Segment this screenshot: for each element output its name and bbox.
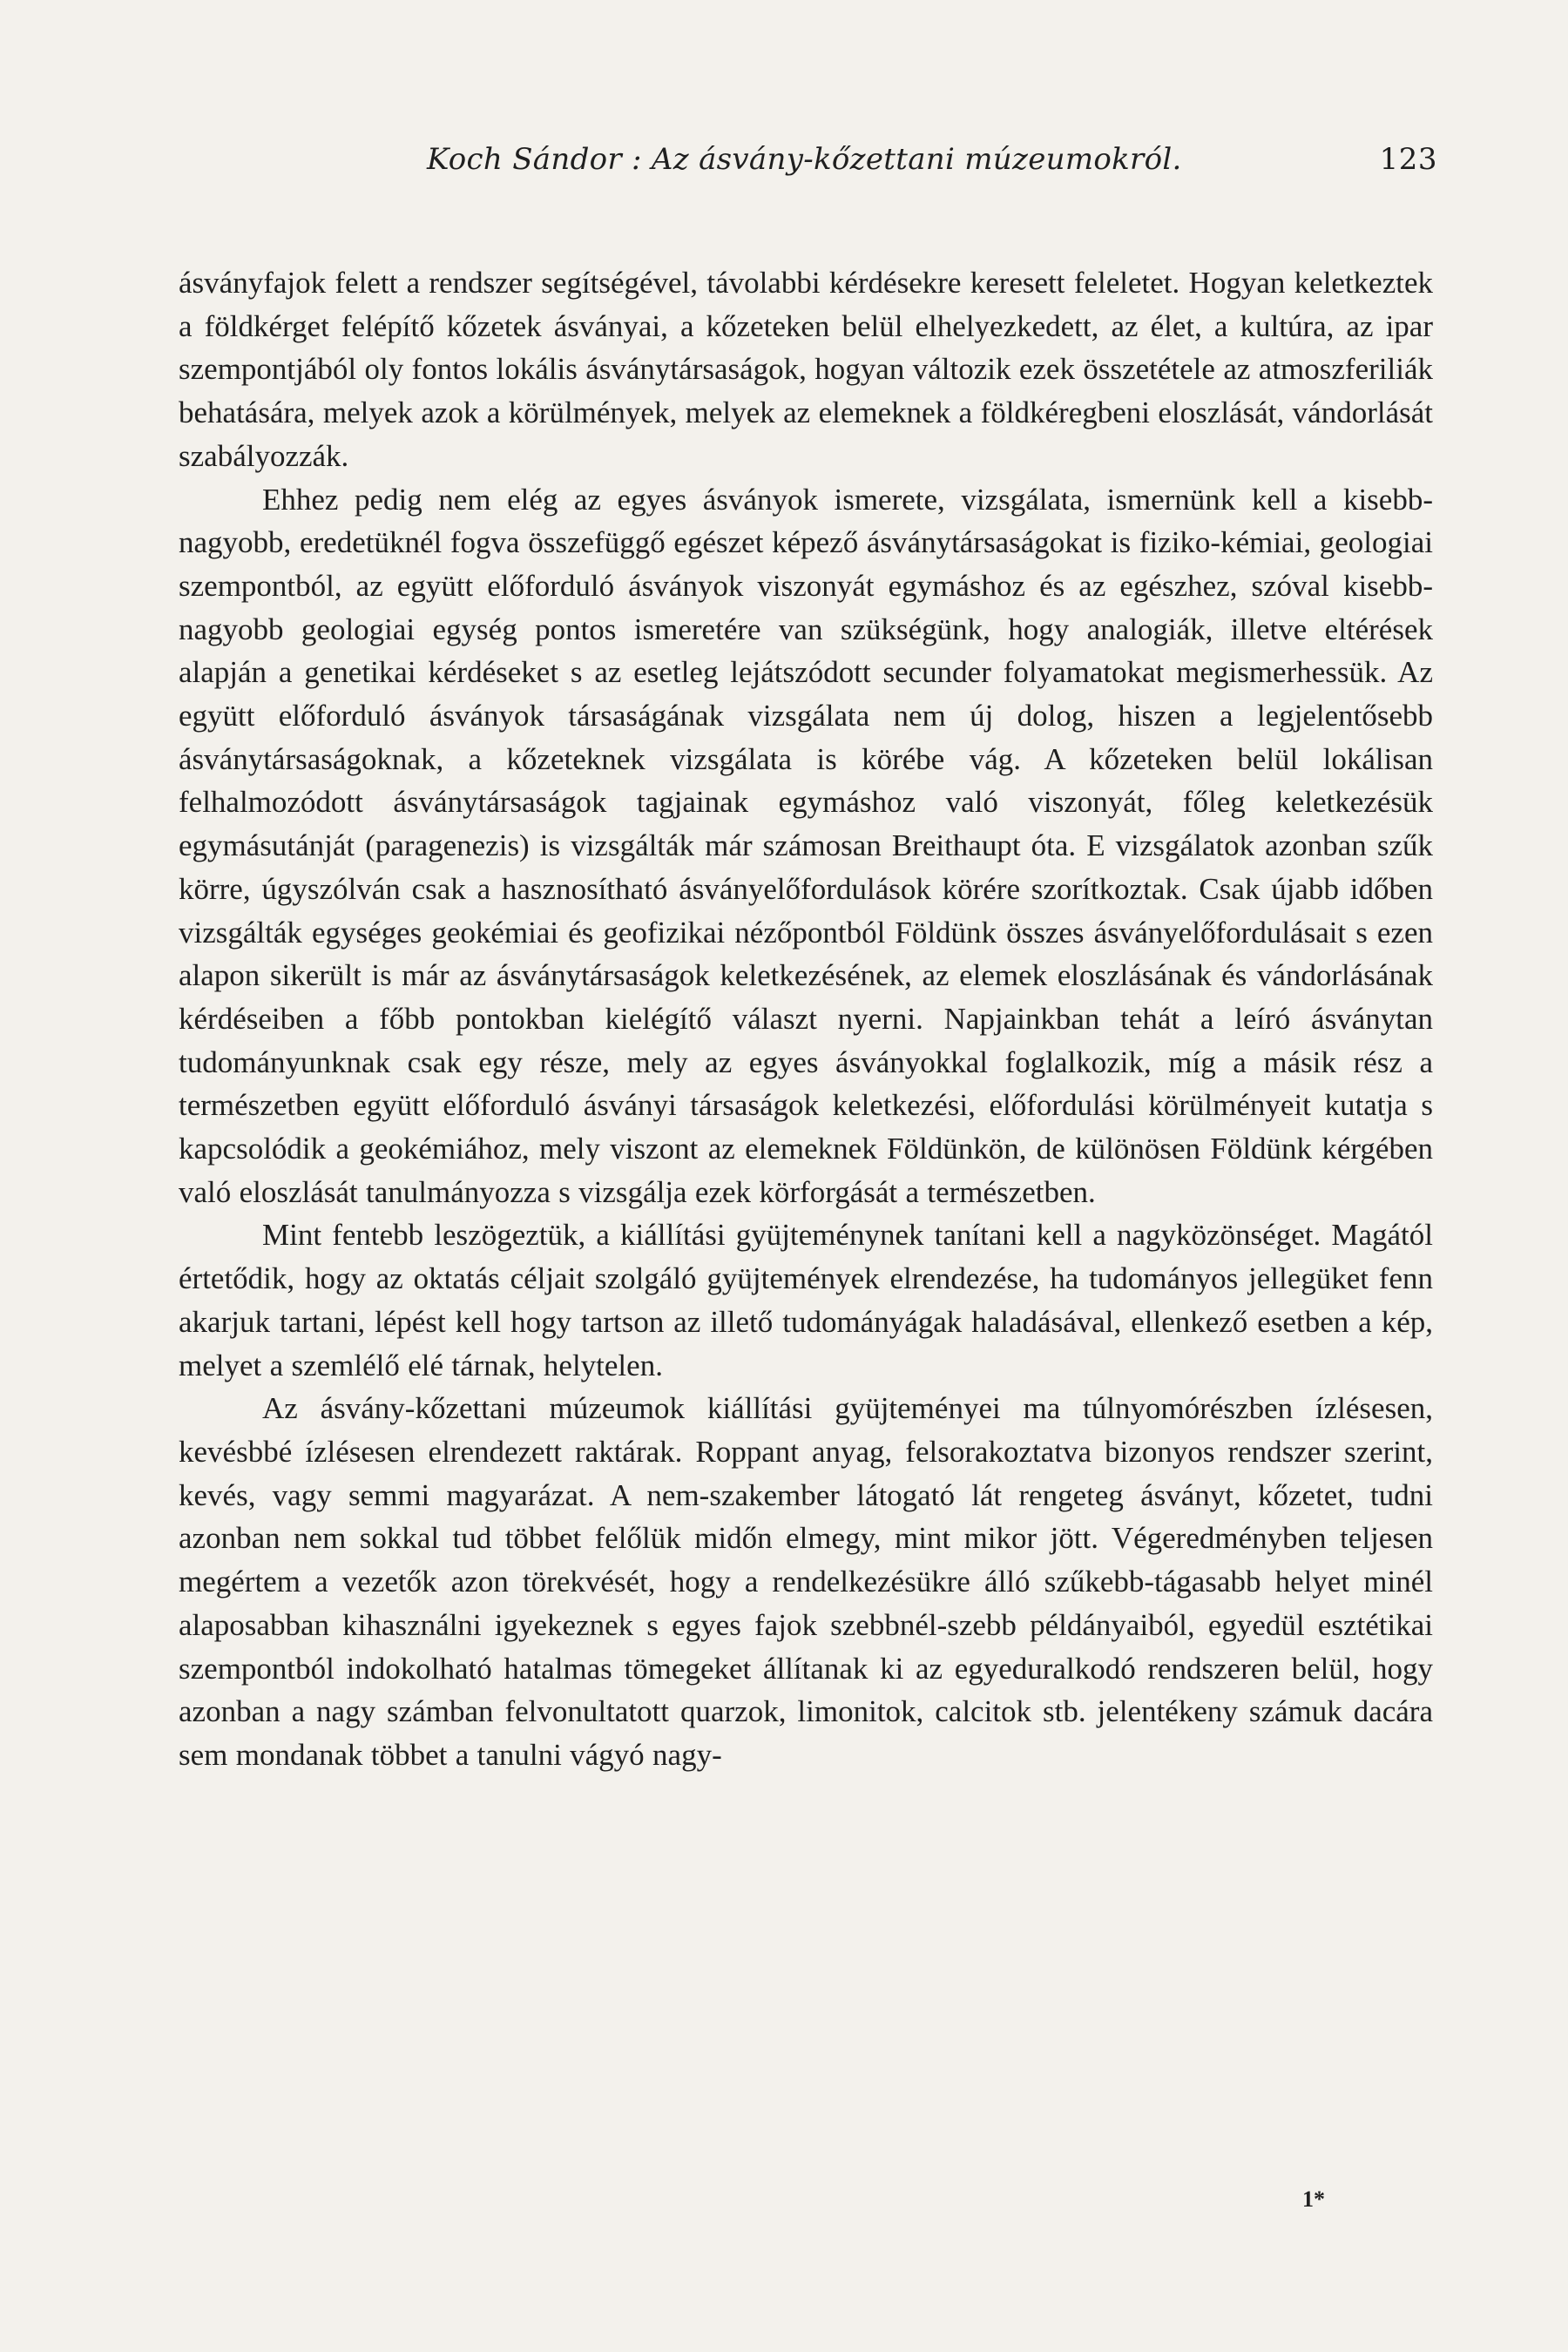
paragraph: Mint fentebb leszögeztük, a kiállítási gyüjteménynek tanítani kell a nagyközönséget. Magától értetődik, hogy az oktatás céljait szolgáló gyüjtemények elrendezése, ha tudományos jellegüket fenn akarjuk tartani, lépést kell hogy tartson az illető tudományágak haladásával, ellenkező esetben a kép, melyet a szemlélő elé tárnak, helytelen. [179,1218,1433,1382]
paragraph-continued: ásványfajok felett a rendszer segítségével, távolabbi kérdésekre keresett feleletet. Hogyan keletkeztek a földkérget felépítő kőzetek ásványai, a kőzeteken belül elhelyezkedett, az élet, a kultúra, az ipar szempontjából oly fontos lokális ásványtársaságok, hogyan változik ezek összetétele az atmoszferiliák behatására, melyek azok a körülmények, melyek az elemeknek a földkéregbeni eloszlását, vándorlását szabályozzák. [179,266,1433,473]
page-header [427,138,1437,181]
paragraph: Az ásvány-kőzettani múzeumok kiállítási gyüjteményei ma túlnyomórészben ízlésesen, kevésbbé ízlésesen elrendezett raktárak. Roppant anyag, felsorakoztatva bizonyos rendszer szerint, kevés, vagy semmi magyarázat. A nem-szakember látogató lát rengeteg ásványt, kőzetet, tudni azonban nem sokkal tud többet felőlük midőn elmegy, mint mikor jött. Végeredményben teljesen megértem a vezetők azon törekvését, hogy a rendelkezésükre álló szűkebb-tágasabb helyet minél alaposabban kihasználni igyekeznek s egyes fajok szebbnél-szebb példányaiból, egyedül esztétikai szempontból indokolható hatalmas tömegeket állítanak ki az egyeduralkodó rendszeren belül, hogy azonban a nagy számban felvonultatott quarzok, limonitok, calcitok stb. jelentékeny számuk dacára sem mondanak többet a tanulni vágyó nagy- [179,1391,1433,1772]
paragraph: Ehhez pedig nem elég az egyes ásványok ismerete, vizsgálata, ismernünk kell a kisebb-nagyobb, eredetüknél fogva összefüggő egészet képező ásványtársaságokat is fiziko-kémiai, geologiai szempontból, az együtt előforduló ásványok viszonyát egymáshoz és az egészhez, szóval kisebb-nagyobb geologiai egység pontos ismeretére van szükségünk, hogy analogiák, illetve eltérések alapján a genetikai kérdéseket s az esetleg lejátszódott secunder folyamatokat megismerhessük. Az együtt előforduló ásványok társaságának vizsgálata nem új dolog, hiszen a legjelentősebb ásványtársaságoknak, a kőzeteknek vizsgálata is körébe vág. A kőzeteken belül lokálisan felhalmozódott ásványtársaságok tagjainak egymáshoz való viszonyát, főleg keletkezésük egymásutánját (paragenezis) is vizsgálták már számosan Breithaupt óta. E vizsgálatok azonban szűk körre, úgyszólván csak a hasznosítható ásványelőfordulások körére szorítkoztak. Csak újabb időben vizsgálták egységes geokémiai és geofizikai nézőpontból Földünk összes ásványelőfordulásait s ezen alapon sikerült is már az ásványtársaságok keletkezésének, az elemek eloszlásának és vándorlásának kérdéseiben a főbb pontokban kielégítő választ nyerni. Napjainkban tehát a leíró ásványtan tudományunknak csak egy része, mely az egyes ásványokkal foglalkozik, míg a másik rész a természetben együtt előforduló ásványi társaságok keletkezési, előfordulási körülményeit kutatja s kapcsolódik a geokémiához, mely viszont az elemeknek Földünkön, de különösen Földünk kérgében való eloszlását tanulmányozza s vizsgálja ezek körforgását a természetben. [179,482,1433,1209]
running-title: Koch Sándor : Az ásvány-kőzettani múzeumokról. [427,142,1182,177]
page-number: 123 [1379,142,1437,177]
signature-mark: 1* [1302,2186,1325,2212]
body-text [179,261,1433,2221]
